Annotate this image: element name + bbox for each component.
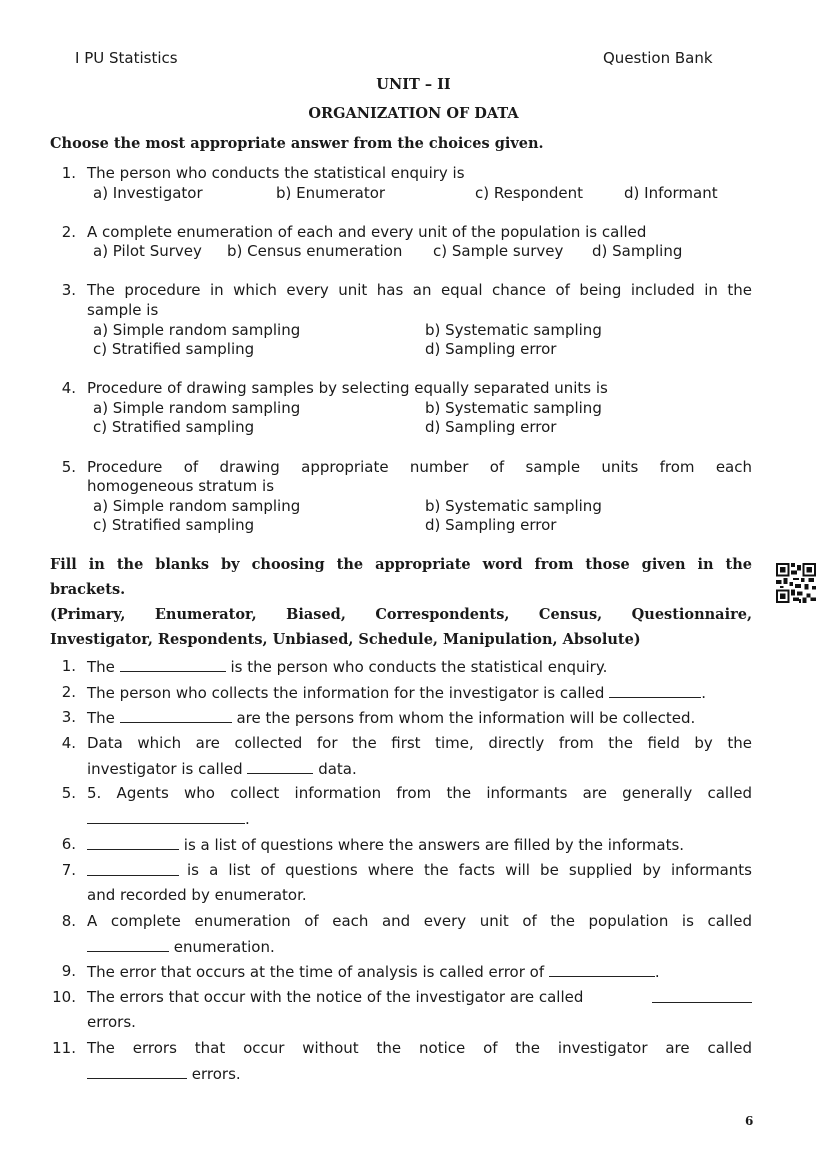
fill-text: The error that occurs at the time of analysis is called error of: [87, 963, 545, 981]
mcq-option: b) Systematic sampling: [425, 321, 602, 339]
header-doc-type: Question Bank: [603, 49, 713, 67]
fill-number: 9.: [61, 962, 76, 980]
mcq-option: a) Simple random sampling: [93, 497, 301, 515]
answer-blank[interactable]: [87, 809, 245, 824]
fill-number: 10.: [52, 988, 76, 1006]
fill-question: [87, 835, 684, 854]
fill-text: investigator is called: [87, 760, 243, 778]
mcq-question-text: A complete enumeration of each and every unit of the population is called: [87, 223, 647, 241]
mcq-number: 1.: [61, 164, 76, 182]
fill-number: 6.: [61, 835, 76, 853]
fill-question: [87, 683, 706, 702]
fill-text: is the person who conducts the statistical enquiry.: [230, 658, 608, 676]
fill-number: 7.: [61, 861, 76, 879]
fill-number: 2.: [61, 683, 76, 701]
mcq-option: a) Simple random sampling: [93, 399, 301, 417]
unit-title: UNIT – II: [376, 76, 451, 93]
fill-text: The errors that occur with the notice of the investigator are called: [87, 988, 584, 1006]
fill-question: [87, 708, 695, 727]
answer-blank[interactable]: [87, 835, 179, 850]
fill-text: A complete enumeration of each and every unit of the population is called: [87, 912, 752, 930]
fill-text: errors.: [87, 1013, 136, 1031]
fill-question: [87, 1064, 241, 1083]
word-bank: Investigator, Respondents, Unbiased, Schedule, Manipulation, Absolute): [50, 631, 641, 648]
fill-text: Data which are collected for the first time, directly from the field by the: [87, 734, 752, 752]
fill-text: .: [245, 810, 250, 828]
mcq-question-text: Procedure of drawing appropriate number of sample units from each: [87, 458, 752, 476]
fill-text: are the persons from whom the information will be collected.: [236, 709, 696, 727]
chapter-title: ORGANIZATION OF DATA: [308, 105, 519, 122]
mcq-question-text: The procedure in which every unit has an equal chance of being included in the: [87, 281, 752, 299]
mcq-option: c) Stratified sampling: [93, 418, 255, 436]
answer-blank-row: [652, 988, 752, 1007]
mcq-option: d) Sampling error: [425, 418, 557, 436]
mcq-option: c) Respondent: [475, 184, 584, 202]
fill-number: 8.: [61, 912, 76, 930]
mcq-question-text: The person who conducts the statistical enquiry is: [87, 164, 465, 182]
fill-text: .: [654, 963, 660, 981]
qr-code-icon: [776, 563, 816, 603]
mcq-option: a) Investigator: [93, 184, 203, 202]
fill-instruction: Fill in the blanks by choosing the appropriate word from those given in the: [50, 556, 752, 573]
mcq-option: d) Informant: [624, 184, 718, 202]
fill-question: [87, 759, 357, 778]
mcq-option: d) Sampling error: [425, 516, 557, 534]
fill-text: 5. Agents who collect information from the informants are generally called: [87, 784, 752, 802]
fill-instruction: brackets.: [50, 581, 126, 598]
mcq-option: d) Sampling error: [425, 340, 557, 358]
fill-text: data.: [318, 760, 357, 778]
answer-blank[interactable]: [247, 759, 313, 774]
fill-question: [87, 937, 275, 956]
mcq-option: b) Systematic sampling: [425, 399, 602, 417]
fill-number: 4.: [61, 734, 76, 752]
answer-blank[interactable]: [87, 1064, 187, 1079]
fill-text: is a list of questions where the answers are filled by the informats.: [183, 836, 685, 854]
mcq-option: b) Enumerator: [276, 184, 386, 202]
fill-text: and recorded by enumerator.: [87, 886, 307, 904]
fill-text: enumeration.: [173, 938, 275, 956]
page-number: 6: [745, 1114, 754, 1128]
answer-blank[interactable]: [609, 683, 701, 698]
mcq-option: a) Simple random sampling: [93, 321, 301, 339]
mcq-option: c) Sample survey: [433, 242, 564, 260]
mcq-option: b) Systematic sampling: [425, 497, 602, 515]
mcq-option: c) Stratified sampling: [93, 516, 255, 534]
fill-question: [87, 962, 660, 981]
mcq-number: 3.: [61, 281, 76, 299]
fill-number: 5.: [61, 784, 76, 802]
mcq-question-text: homogeneous stratum is: [87, 477, 275, 495]
mcq-question-text: Procedure of drawing samples by selecting equally separated units is: [87, 379, 608, 397]
answer-blank[interactable]: [87, 861, 179, 876]
answer-blank[interactable]: [87, 937, 169, 952]
fill-question: [87, 657, 607, 676]
fill-number: 1.: [61, 657, 76, 675]
fill-text: The: [87, 709, 115, 727]
fill-text: The errors that occur without the notice of the investigator are called: [87, 1039, 752, 1057]
mcq-number: 2.: [61, 223, 76, 241]
mcq-option: d) Sampling: [592, 242, 683, 260]
mcq-question-text: sample is: [87, 301, 159, 319]
answer-blank[interactable]: [120, 657, 226, 672]
fill-question: [87, 809, 250, 828]
answer-blank-row: [87, 861, 179, 880]
mcq-number: 4.: [61, 379, 76, 397]
word-bank: (Primary, Enumerator, Biased, Correspondents, Census, Questionnaire,: [50, 606, 752, 623]
mcq-option: b) Census enumeration: [227, 242, 403, 260]
header-subject: I PU Statistics: [75, 49, 178, 67]
fill-number: 11.: [52, 1039, 76, 1057]
answer-blank[interactable]: [120, 708, 232, 723]
fill-text: is a list of questions where the facts will be supplied by informants: [187, 861, 752, 879]
answer-blank[interactable]: [652, 988, 752, 1003]
mcq-option: c) Stratified sampling: [93, 340, 255, 358]
fill-text: The person who collects the information for the investigator is called: [87, 684, 605, 702]
fill-text: The: [87, 658, 115, 676]
mcq-instruction: Choose the most appropriate answer from the choices given.: [50, 135, 544, 152]
fill-number: 3.: [61, 708, 76, 726]
mcq-number: 5.: [61, 458, 76, 476]
fill-text: .: [701, 684, 706, 702]
mcq-option: a) Pilot Survey: [93, 242, 202, 260]
answer-blank[interactable]: [549, 962, 655, 977]
fill-text: errors.: [191, 1065, 241, 1083]
